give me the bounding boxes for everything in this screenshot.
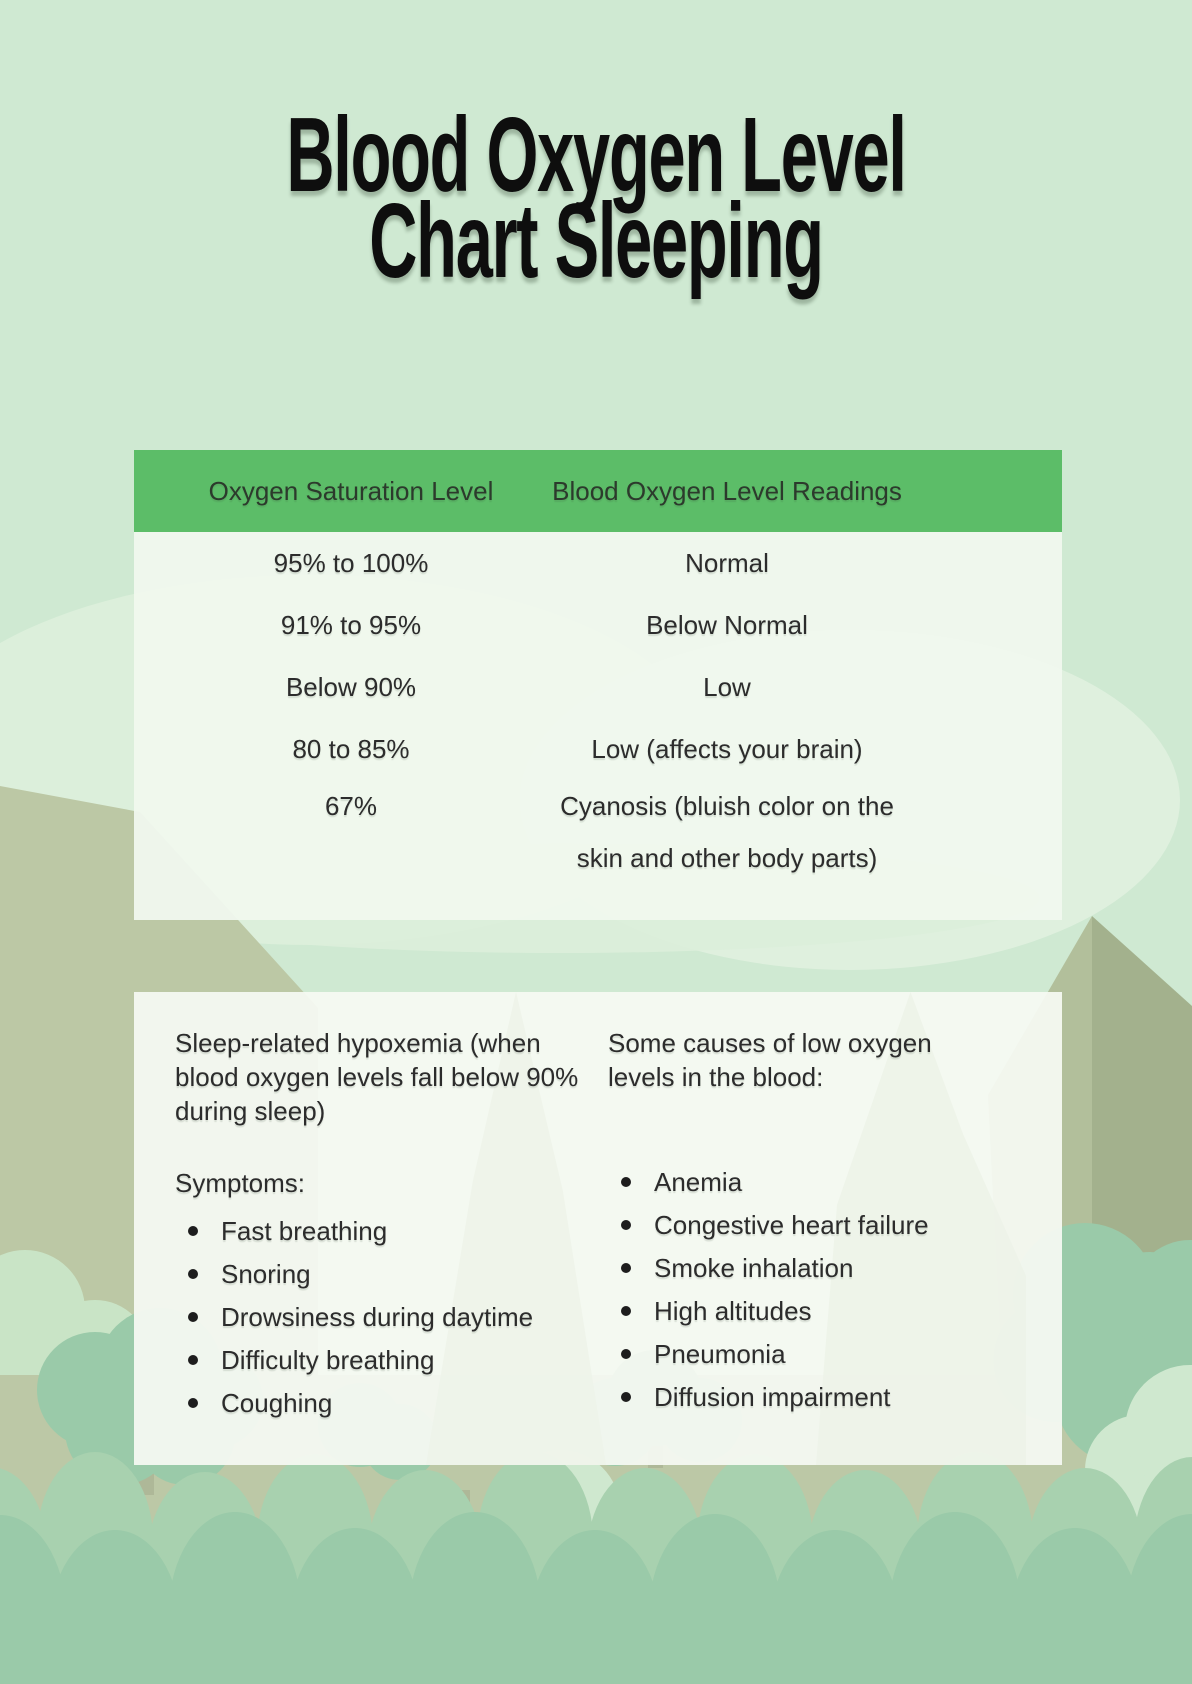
intro-line: during sleep)	[175, 1096, 326, 1126]
reading-line: Cyanosis (bluish color on the	[560, 791, 894, 821]
bullet-dot-icon	[621, 1263, 631, 1273]
list-item-label: Anemia	[654, 1167, 743, 1197]
intro-line: levels in the blood:	[608, 1062, 824, 1092]
bullet-dot-icon	[188, 1269, 198, 1279]
bullet-dot-icon	[621, 1220, 631, 1230]
saturation-level-cell: 67%	[324, 791, 378, 821]
column-header-readings: Blood Oxygen Level Readings	[552, 475, 902, 506]
saturation-level-cell: 95% to 100%	[273, 547, 429, 578]
list-item	[175, 1386, 595, 1420]
table-row	[134, 656, 1062, 718]
list-item-label: Snoring	[221, 1259, 311, 1289]
bullet-dot-icon	[621, 1306, 631, 1316]
hypoxemia-intro-text	[175, 1026, 595, 1128]
list-item-label: Coughing	[221, 1388, 333, 1418]
list-item-label: Diffusion impairment	[654, 1382, 891, 1412]
page-title-line2: Chart Sleeping	[369, 182, 823, 300]
list-item	[175, 1257, 595, 1291]
intro-line: blood oxygen levels fall below 90%	[175, 1062, 579, 1092]
column-header-saturation-level: Oxygen Saturation Level	[208, 475, 494, 506]
list-item-label: Difficulty breathing	[221, 1345, 435, 1375]
list-item	[608, 1294, 1038, 1328]
intro-line: Some causes of low oxygen	[608, 1028, 932, 1058]
causes-column	[608, 1026, 1038, 1465]
reading-cell	[538, 780, 916, 884]
list-item	[175, 1214, 595, 1248]
symptoms-list	[175, 1214, 595, 1420]
reading-cell: Normal	[685, 547, 769, 578]
saturation-level-cell: 91% to 95%	[280, 609, 422, 640]
bullet-dot-icon	[188, 1226, 198, 1236]
reading-cell: Below Normal	[646, 609, 808, 640]
bullet-dot-icon	[621, 1177, 631, 1187]
list-item-label: Fast breathing	[221, 1216, 388, 1246]
symptoms-column	[175, 1026, 595, 1465]
bullet-dot-icon	[188, 1312, 198, 1322]
reading-line: skin and other body parts)	[576, 843, 878, 873]
bullet-dot-icon	[621, 1349, 631, 1359]
list-item	[175, 1300, 595, 1334]
table-header-row	[134, 450, 1062, 532]
symptoms-heading: Symptoms:	[175, 1168, 306, 1198]
table-body	[134, 532, 1062, 884]
list-item	[608, 1165, 1038, 1199]
saturation-level-cell: 80 to 85%	[292, 733, 410, 764]
list-item-label: Congestive heart failure	[654, 1210, 929, 1240]
list-item-label: Smoke inhalation	[654, 1253, 854, 1283]
bullet-dot-icon	[188, 1355, 198, 1365]
bullet-dot-icon	[188, 1398, 198, 1408]
list-item-label: Drowsiness during daytime	[221, 1302, 534, 1332]
saturation-level-cell: Below 90%	[285, 671, 417, 702]
list-item	[608, 1208, 1038, 1242]
causes-list	[608, 1165, 1038, 1414]
oxygen-level-table-panel	[134, 450, 1062, 920]
list-item	[175, 1343, 595, 1377]
reading-cell: Low	[703, 671, 751, 702]
table-row	[134, 532, 1062, 594]
causes-intro-text	[608, 1026, 1038, 1094]
page-title-line1: Blood Oxygen Level	[286, 96, 906, 214]
page-title	[221, 96, 972, 300]
reading-cell: Low (affects your brain)	[591, 733, 863, 764]
hypoxemia-info-panel	[134, 992, 1062, 1465]
list-item	[608, 1337, 1038, 1371]
table-row	[134, 718, 1062, 780]
list-item	[608, 1251, 1038, 1285]
table-row	[134, 780, 1062, 884]
bullet-dot-icon	[621, 1392, 631, 1402]
list-item-label: Pneumonia	[654, 1339, 786, 1369]
list-item	[608, 1380, 1038, 1414]
table-row	[134, 594, 1062, 656]
intro-line: Sleep-related hypoxemia (when	[175, 1028, 541, 1058]
list-item-label: High altitudes	[654, 1296, 812, 1326]
